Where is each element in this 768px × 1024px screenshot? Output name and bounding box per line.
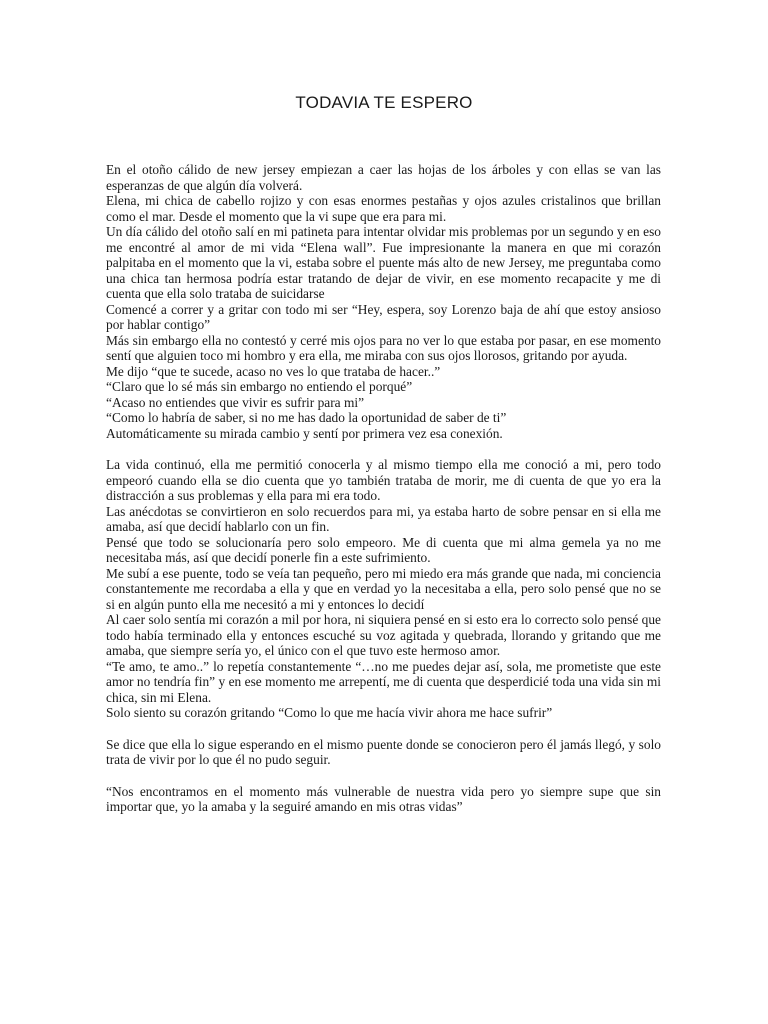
paragraph: La vida continuó, ella me permitió conocerla y al mismo tiempo ella me conoció a mi, pero todo empeoró cuando ella se dio cuenta que yo también trataba de morir, me di cuenta de que yo era la distracción a sus problemas y ella para mi era todo. [106, 457, 661, 503]
paragraph: Se dice que ella lo sigue esperando en el mismo puente donde se conocieron pero él jamás llegó, y solo trata de vivir por lo que él no pudo seguir. [106, 736, 661, 767]
paragraph: En el otoño cálido de new jersey empiezan a caer las hojas de los árboles y con ellas se van las esperanzas de que algún día volverá. [106, 162, 661, 193]
paragraph: “Acaso no entiendes que vivir es sufrir para mi” [106, 394, 365, 410]
paragraph: Las anécdotas se convirtieron en solo recuerdos para mi, ya estaba harto de sobre pensar en si ella me amaba, así que decidí hablarlo con un fin. [106, 503, 661, 534]
paragraph-gap [106, 721, 661, 737]
paragraph: Al caer solo sentía mi corazón a mil por hora, ni siquiera pensé en si esto era lo correcto solo pensé que todo había terminado ella y entonces escuché su voz agitada y quebrada, llorando y gritando que me amaba, que siempre sería yo, el único con el que tuvo este hermoso amor. [106, 612, 661, 658]
paragraph: Un día cálido del otoño salí en mi patineta para intentar olvidar mis problemas por un segundo y en eso me encontré al amor de mi vida “Elena wall”. Fue impresionante la manera en que mi corazón palpitaba en el momento que la vi, estaba sobre el puente más alto de new Jersey, me preguntaba como una chica tan hermosa podría estar tratando de dejar de vivir, en ese momento recapacite y me di cuenta que ella solo trataba de suicidarse [106, 224, 661, 301]
paragraph: “Como lo habría de saber, si no me has dado la oportunidad de saber de ti” [106, 410, 507, 425]
paragraph: Pensé que todo se solucionaría pero solo empeoro. Me di cuenta que mi alma gemela ya no me necesitaba más, así que decidí ponerle fin a este sufrimiento. [106, 534, 661, 565]
paragraph: Solo siento su corazón gritando “Como lo que me hacía vivir ahora me hace sufrir” [106, 705, 553, 720]
paragraph: Más sin embargo ella no contestó y cerré mis ojos para no ver lo que estaba por pasar, en ese momento sentí que alguien toco mi hombro y era ella, me miraba con sus ojos llorosos, gritando por ayuda. [106, 332, 661, 363]
paragraph: Elena, mi chica de cabello rojizo y con esas enormes pestañas y ojos azules cristalinos que brillan como el mar. Desde el momento que la vi supe que era para mi. [106, 193, 661, 224]
paragraph: Comencé a correr y a gritar con todo mi ser “Hey, espera, soy Lorenzo baja de ahí que estoy ansioso por hablar contigo” [106, 301, 661, 332]
paragraph: “Claro que lo sé más sin embargo no entiendo el porqué” [106, 379, 413, 394]
document-title: TODAVIA TE ESPERO [295, 93, 473, 112]
document-body [106, 162, 661, 815]
paragraph: Automáticamente su mirada cambio y sentí por primera vez esa conexión. [106, 425, 503, 441]
paragraph: Me subí a ese puente, todo se veía tan pequeño, pero mi miedo era más grande que nada, mi conciencia constantemente me recordaba a ella y que en verdad yo la necesitaba a ella, pero solo pensé que no se si en algún punto ella me necesitó a mi y entonces lo decidí [106, 565, 661, 612]
paragraph-gap [106, 441, 661, 457]
paragraph: Me dijo “que te sucede, acaso no ves lo que trataba de hacer..” [106, 363, 441, 379]
paragraph-gap [106, 768, 661, 784]
paragraph: “Te amo, te amo..” lo repetía constantemente “…no me puedes dejar así, sola, me prometiste que este amor no tendría fin” y en ese momento me arrepentí, me di cuenta que desperdicié toda una vida sin mi chica, sin mi Elena. [106, 658, 661, 705]
paragraph: “Nos encontramos en el momento más vulnerable de nuestra vida pero yo siempre supe que sin importar que, yo la amaba y la seguiré amando en mis otras vidas” [106, 783, 661, 814]
